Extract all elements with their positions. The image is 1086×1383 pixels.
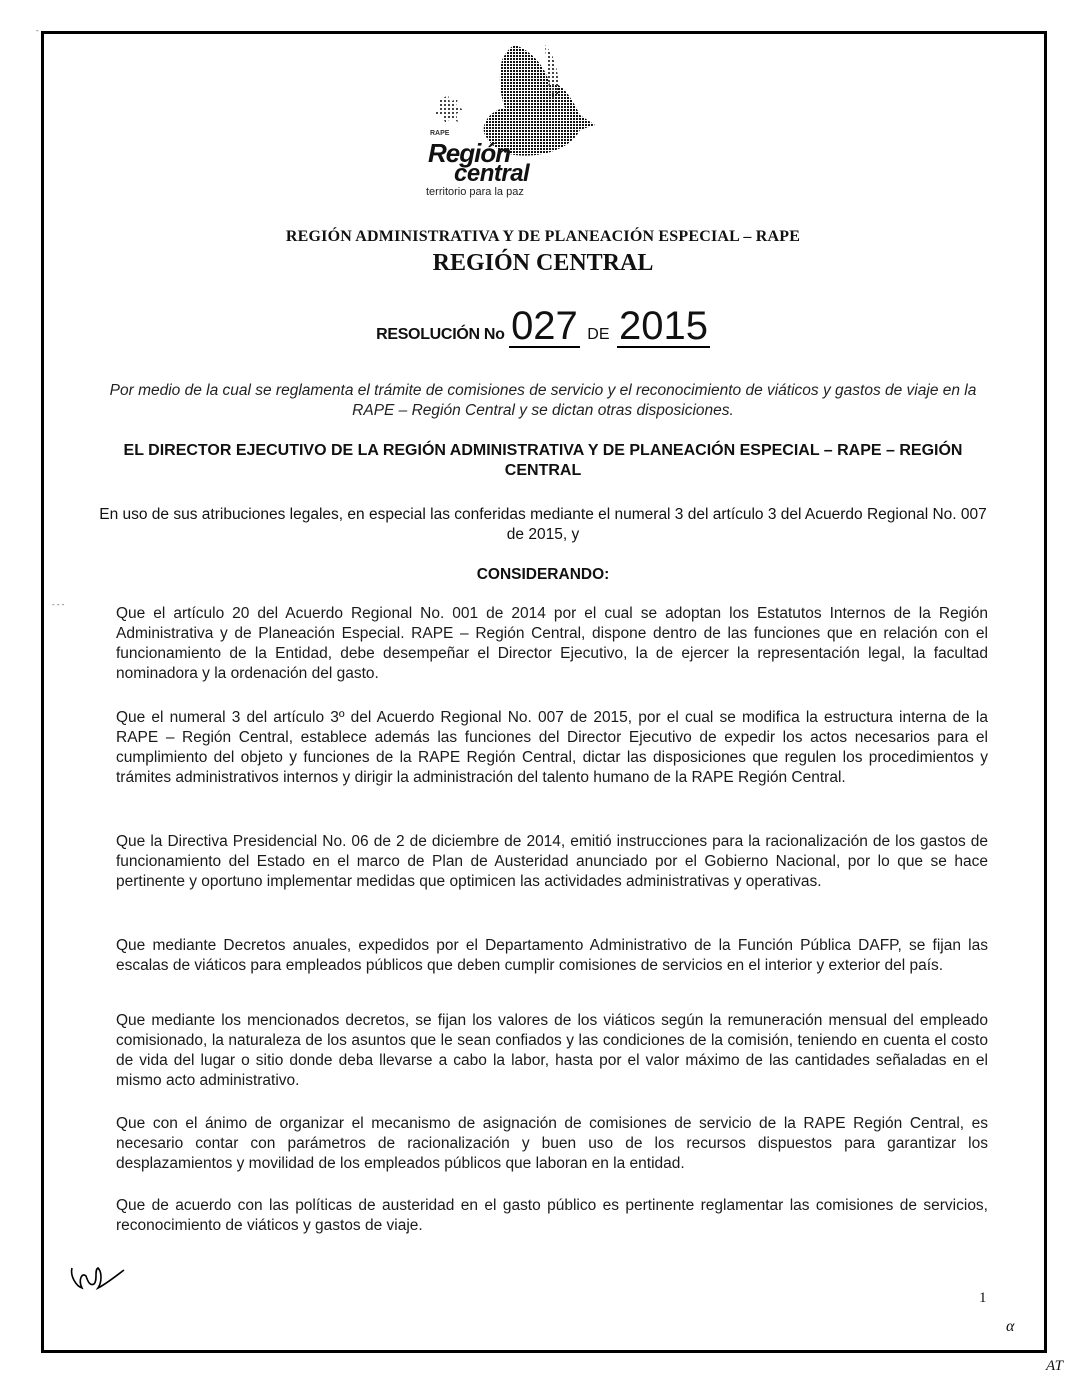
signature-initials-icon bbox=[68, 1258, 128, 1298]
margin-mark: - bbox=[36, 26, 39, 35]
region-heading: REGIÓN CENTRAL bbox=[432, 250, 654, 276]
resolution-line bbox=[0, 306, 1086, 348]
considerando-paragraph: Que mediante los mencionados decretos, se fijan los valores de los viáticos según la remuneración mensual del empleado comisionado, la naturaleza de los asuntos que le sean confiados y las condiciones de la comisión, teniendo en cuenta el costo de vida del lugar o sitio donde deba llevarse a cabo la labor, hasta por el valor máximo de las cantidades señaladas en el mismo acto administrativo. bbox=[116, 1012, 988, 1089]
logo-prefix: RAPE bbox=[430, 130, 450, 137]
logo-wordmark-region: Región bbox=[428, 138, 511, 168]
corner-handwritten-mark: AT bbox=[1046, 1358, 1063, 1374]
considerando-heading: CONSIDERANDO: bbox=[476, 566, 610, 583]
resolution-de: DE bbox=[587, 326, 610, 343]
considerando-paragraph: Que la Directiva Presidencial No. 06 de 2 de diciembre de 2014, emitió instrucciones para la racionalización de los gastos de funcionamiento del Estado en el marco de Plan de Austeridad anunciado por el Gobierno Nacional, por lo que se hace pertinente y oportuno implementar medidas que optimicen las actividades administrativas y operativas. bbox=[116, 833, 988, 890]
entity-heading: REGIÓN ADMINISTRATIVA Y DE PLANEACIÓN ESPECIAL – RAPE bbox=[285, 228, 801, 245]
considerando-paragraph: Que de acuerdo con las políticas de austeridad en el gasto público es pertinente reglamentar las comisiones de servicios, reconocimiento de viáticos y gastos de viaje. bbox=[116, 1197, 988, 1234]
resolution-year: 2015 bbox=[618, 304, 708, 348]
considerando-paragraph: Que con el ánimo de organizar el mecanismo de asignación de comisiones de servicio de la RAPE Región Central, es necesario contar con parámetros de racionalización y buen uso de los recursos dispuestos para garantizar los desplazamientos y movilidad de los empleados públicos que laboran en la entidad. bbox=[116, 1115, 988, 1172]
resolution-subtitle: Por medio de la cual se reglamenta el trámite de comisiones de servicio y el reconocimiento de viáticos y gastos de viaje en la RAPE – Región Central y se dictan otras disposiciones. bbox=[109, 382, 977, 419]
resolution-number: 027 bbox=[511, 304, 578, 348]
director-heading: EL DIRECTOR EJECUTIVO DE LA REGIÓN ADMINISTRATIVA Y DE PLANEACIÓN ESPECIAL – RAPE – REGIÓN CENTRAL bbox=[123, 442, 963, 479]
attributions-text: En uso de sus atribuciones legales, en especial las conferidas mediante el numeral 3 del artículo 3 del Acuerdo Regional No. 007 de 2015, y bbox=[99, 506, 987, 543]
handwritten-mark: α bbox=[1006, 1318, 1015, 1335]
page-number: 1 bbox=[979, 1290, 987, 1306]
region-central-logo bbox=[420, 40, 620, 200]
margin-mark: - - - bbox=[52, 600, 65, 609]
resolution-label: RESOLUCIÓN No bbox=[376, 326, 505, 343]
considerando-paragraph: Que mediante Decretos anuales, expedidos por el Departamento Administrativo de la Función Pública DAFP, se fijan las escalas de viáticos para empleados públicos que deben cumplir comisiones de servicios en el interior y exterior del país. bbox=[116, 937, 988, 974]
logo-tagline: territorio para la paz bbox=[426, 186, 524, 198]
logo-wordmark-central: central bbox=[454, 160, 530, 187]
considerando-paragraph: Que el numeral 3 del artículo 3º del Acuerdo Regional No. 007 de 2015, por el cual se modifica la estructura interna de la RAPE – Región Central, establece además las funciones del Director Ejecutivo de expedir los actos necesarios para el cumplimiento del objeto y funciones de la RAPE Región Central, dictar las disposiciones que regulen los procedimientos y trámites administrativos internos y dirigir la administración del talento humano de la RAPE Región Central. bbox=[116, 709, 988, 786]
considerando-paragraph: Que el artículo 20 del Acuerdo Regional No. 001 de 2014 por el cual se adoptan los Estatutos Internos de la Región Administrativa y de Planeación Especial. RAPE – Región Central, dispone dentro de las funciones que en relación con el funcionamiento de la Entidad, debe desempeñar el Director Ejecutivo, la de ejercer la representación legal, la facultad nominadora y la ordenación del gasto. bbox=[116, 605, 988, 682]
